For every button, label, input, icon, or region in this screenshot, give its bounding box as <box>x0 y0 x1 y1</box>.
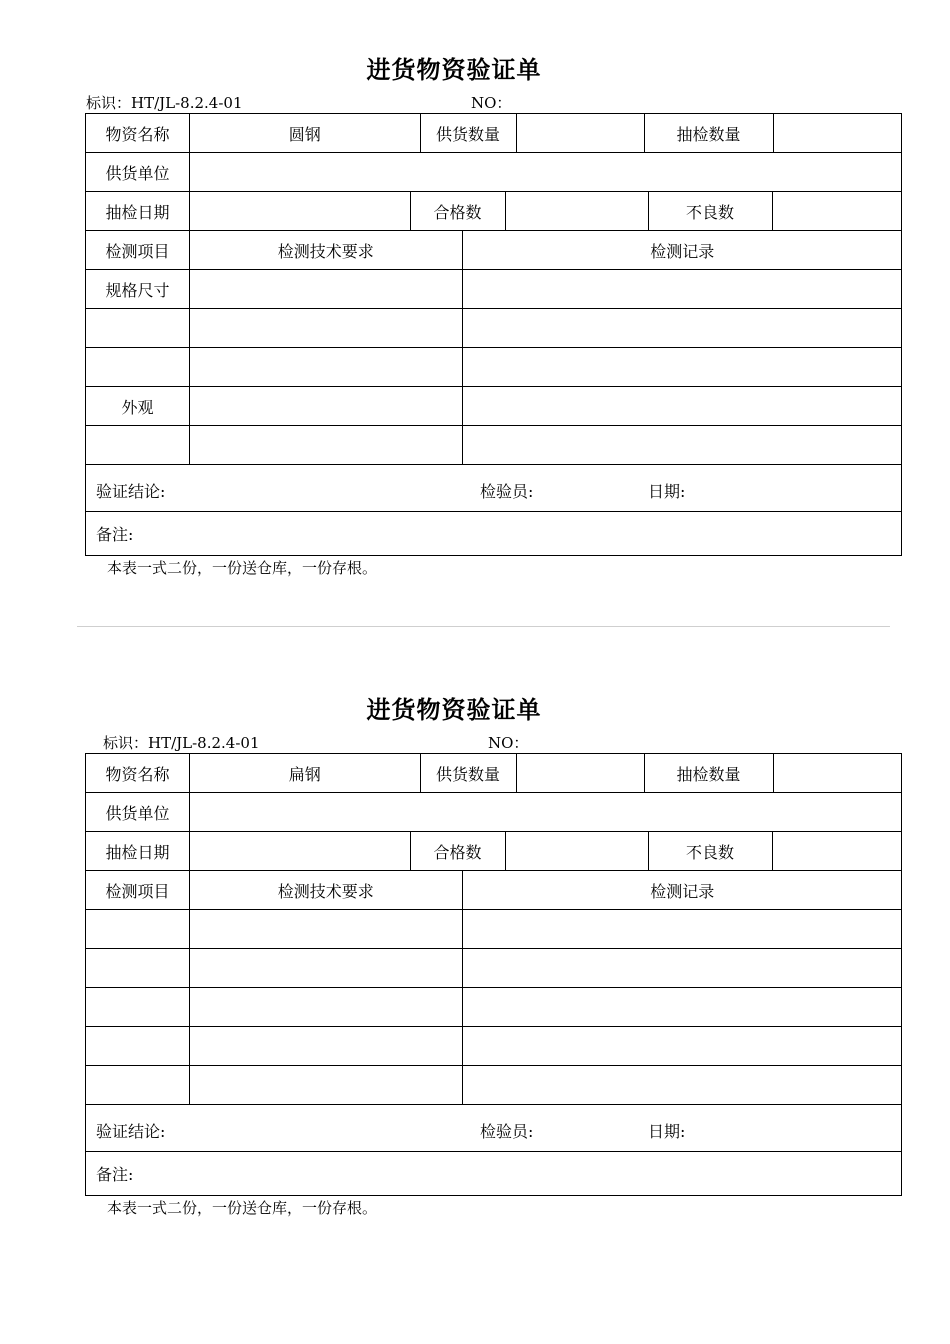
requirement-field[interactable] <box>190 348 462 386</box>
inspection-item-label <box>86 348 190 387</box>
supplier-label: 供货单位 <box>86 153 190 192</box>
date-label: 日期: <box>648 482 686 501</box>
material-name-label: 物资名称 <box>86 114 190 153</box>
inspector-label: 检验员: <box>480 1122 534 1141</box>
remarks-label: 备注: <box>96 1165 134 1184</box>
form-id-label: 标识：HT/JL-8.2.4-01 <box>86 94 243 112</box>
defective-label: 不良数 <box>648 832 772 870</box>
form-table <box>85 753 902 1196</box>
material-name-value[interactable]: 扁钢 <box>288 764 321 784</box>
requirement-field[interactable] <box>190 309 462 347</box>
requirement-field[interactable] <box>190 949 462 987</box>
form-table <box>85 113 902 556</box>
requirement-header: 检测技术要求 <box>277 881 374 901</box>
supply-qty-label: 供货数量 <box>420 754 516 792</box>
supplier-field[interactable] <box>190 793 902 832</box>
sample-qty-field[interactable] <box>773 114 902 152</box>
record-field[interactable] <box>462 270 902 308</box>
requirement-field[interactable] <box>190 270 462 308</box>
record-field[interactable] <box>462 387 902 425</box>
inspection-item-label[interactable] <box>86 988 190 1027</box>
remarks-label: 备注: <box>96 525 134 544</box>
remarks-row[interactable] <box>86 1152 902 1196</box>
form-title: 进货物资验证单 <box>366 55 542 84</box>
form-id-label: 标识：HT/JL-8.2.4-01 <box>103 734 260 752</box>
supplier-label: 供货单位 <box>86 793 190 832</box>
inspection-item-label[interactable] <box>86 1027 190 1066</box>
form-no-label: NO： <box>471 94 512 112</box>
record-field[interactable] <box>462 426 902 464</box>
sample-date-label: 抽检日期 <box>86 832 190 871</box>
inspection-item-label <box>86 309 190 348</box>
record-field[interactable] <box>462 309 902 347</box>
form-footnote: 本表一式二份，一份送仓库，一份存根。 <box>107 559 378 577</box>
record-field[interactable] <box>462 988 902 1026</box>
sample-date-field[interactable] <box>190 832 410 870</box>
inspection-item-label[interactable] <box>86 1066 190 1105</box>
defective-label: 不良数 <box>648 192 772 230</box>
supplier-field[interactable] <box>190 153 902 192</box>
inspection-item-label[interactable] <box>86 949 190 988</box>
date-label: 日期: <box>648 1122 686 1141</box>
requirement-field[interactable] <box>190 988 462 1026</box>
qualified-label: 合格数 <box>410 192 505 230</box>
supply-qty-label: 供货数量 <box>420 114 516 152</box>
record-header: 检测记录 <box>462 871 902 909</box>
item-header: 检测项目 <box>86 231 190 270</box>
defective-field[interactable] <box>772 192 902 230</box>
material-name-value[interactable]: 圆钢 <box>288 124 321 144</box>
item-header: 检测项目 <box>86 871 190 910</box>
conclusion-row[interactable] <box>86 465 902 512</box>
inspection-item-label[interactable] <box>86 910 190 949</box>
material-name-label: 物资名称 <box>86 754 190 793</box>
sample-qty-label: 抽检数量 <box>644 114 773 152</box>
record-field[interactable] <box>462 1066 902 1104</box>
supply-qty-field[interactable] <box>516 114 644 152</box>
inspection-item-label: 外观 <box>86 387 190 426</box>
sample-date-field[interactable] <box>190 192 410 230</box>
requirement-field[interactable] <box>190 387 462 425</box>
conclusion-row[interactable] <box>86 1105 902 1152</box>
record-header: 检测记录 <box>462 231 902 269</box>
sample-qty-field[interactable] <box>773 754 902 792</box>
record-field[interactable] <box>462 949 902 987</box>
inspection-item-label: 规格尺寸 <box>86 270 190 309</box>
requirement-field[interactable] <box>190 910 462 948</box>
conclusion-label: 验证结论: <box>96 482 166 501</box>
requirement-field[interactable] <box>190 1027 462 1065</box>
conclusion-label: 验证结论: <box>96 1122 166 1141</box>
form-no-label: NO： <box>488 734 529 752</box>
record-field[interactable] <box>462 910 902 948</box>
requirement-field[interactable] <box>190 426 462 464</box>
sample-qty-label: 抽检数量 <box>644 754 773 792</box>
record-field[interactable] <box>462 348 902 386</box>
remarks-row[interactable] <box>86 512 902 556</box>
form-footnote: 本表一式二份，一份送仓库，一份存根。 <box>107 1199 378 1217</box>
record-field[interactable] <box>462 1027 902 1065</box>
page-divider <box>77 626 890 627</box>
requirement-field[interactable] <box>190 1066 462 1104</box>
qualified-label: 合格数 <box>410 832 505 870</box>
form-title: 进货物资验证单 <box>366 695 542 724</box>
inspector-label: 检验员: <box>480 482 534 501</box>
qualified-field[interactable] <box>505 832 648 870</box>
qualified-field[interactable] <box>505 192 648 230</box>
defective-field[interactable] <box>772 832 902 870</box>
requirement-header: 检测技术要求 <box>277 241 374 261</box>
inspection-item-label <box>86 426 190 465</box>
supply-qty-field[interactable] <box>516 754 644 792</box>
sample-date-label: 抽检日期 <box>86 192 190 231</box>
